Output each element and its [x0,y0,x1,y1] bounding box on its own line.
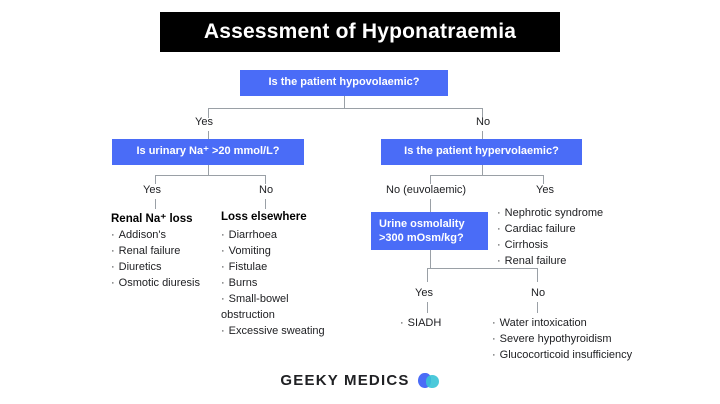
list-item: · Small-bowel obstruction [221,292,316,324]
list-item: · Excessive sweating [221,324,325,340]
node-is-patient-hypovolaemic [240,70,448,96]
connector-urinary-yes-down [155,199,156,209]
connector-osm-stem [430,250,431,268]
list-item: · Renal failure [497,254,603,270]
list-item: · Addison's [111,228,200,244]
list-item: · Vomiting [221,244,325,260]
connector-hypervol-no-down [430,199,431,212]
connector-hypervol-span [430,175,543,176]
connector-to-hypervolaemic [482,131,483,139]
leaf-list-hypervolaemic-causes [497,206,603,270]
brand-name: GEEKY MEDICS [280,372,410,389]
connector-urinary-left [155,175,156,184]
branch-label-hypervol-yes: Yes [536,184,554,196]
node-label: Is the patient hypovolaemic? [268,76,420,89]
node-is-patient-hypervolaemic [381,139,582,165]
connector-root-span [208,108,482,109]
branch-label-root-yes: Yes [195,116,213,128]
list-item: · Burns [221,276,325,292]
leaf-list-loss-elsewhere [221,228,325,340]
branch-label-osm-yes: Yes [415,287,433,299]
leaf-list-renal-na-loss [111,228,200,292]
connector-urinary-span [155,175,265,176]
list-item: · Water intoxication [492,316,632,332]
connector-urinary-right [265,175,266,184]
connector-osm-yes-down [427,302,428,313]
page-title-text: Assessment of Hyponatraemia [203,20,517,43]
brand-footer [0,372,720,389]
branch-label-urinary-no: No [259,184,274,196]
list-item: · Severe hypothyroidism [492,332,632,348]
brain-logo-lobe-right [426,375,439,388]
brain-logo-icon [418,372,440,389]
list-item: · Nephrotic syndrome [497,206,603,222]
connector-osm-right [537,268,538,282]
list-item: · Fistulae [221,260,325,276]
list-item: · Cirrhosis [497,238,603,254]
node-label: Urine osmolality >300 mOsm/kg? [379,217,465,244]
node-is-urinary-na-above-20 [112,139,304,165]
connector-osm-span [427,268,537,269]
node-label: Is urinary Na⁺ >20 mmol/L? [136,145,280,158]
branch-label-urinary-yes: Yes [143,184,161,196]
list-item: · Diuretics [111,260,200,276]
list-item: · SIADH [400,316,441,332]
leaf-list-osm-no [492,316,632,364]
connector-osm-left [427,268,428,282]
connector-hypervol-left [430,175,431,184]
connector-hypervol-stem [482,165,483,175]
node-urine-osmolality [371,212,488,250]
connector-osm-no-down [537,302,538,313]
list-item: · Cardiac failure [497,222,603,238]
node-label: Is the patient hypervolaemic? [404,145,559,158]
list-item: · Renal failure [111,244,200,260]
branch-label-osm-no: No [531,287,546,299]
page-title [160,12,560,52]
branch-label-hypervol-no: No (euvolaemic) [386,184,467,196]
branch-label-root-no: No [476,116,491,128]
list-item: · Diarrhoea [221,228,325,244]
list-item: · Osmotic diuresis [111,276,200,292]
list-item: · Glucocorticoid insufficiency [492,348,632,364]
connector-to-urinary-na [208,131,209,139]
connector-urinary-no-down [265,199,266,209]
connector-hypervol-right [543,175,544,184]
leaf-heading-loss-elsewhere: Loss elsewhere [221,211,307,223]
leaf-heading-renal-na-loss: Renal Na⁺ loss [111,213,193,225]
connector-urinary-stem [208,165,209,175]
connector-root-stem [344,96,345,108]
leaf-list-osm-yes [400,316,441,332]
